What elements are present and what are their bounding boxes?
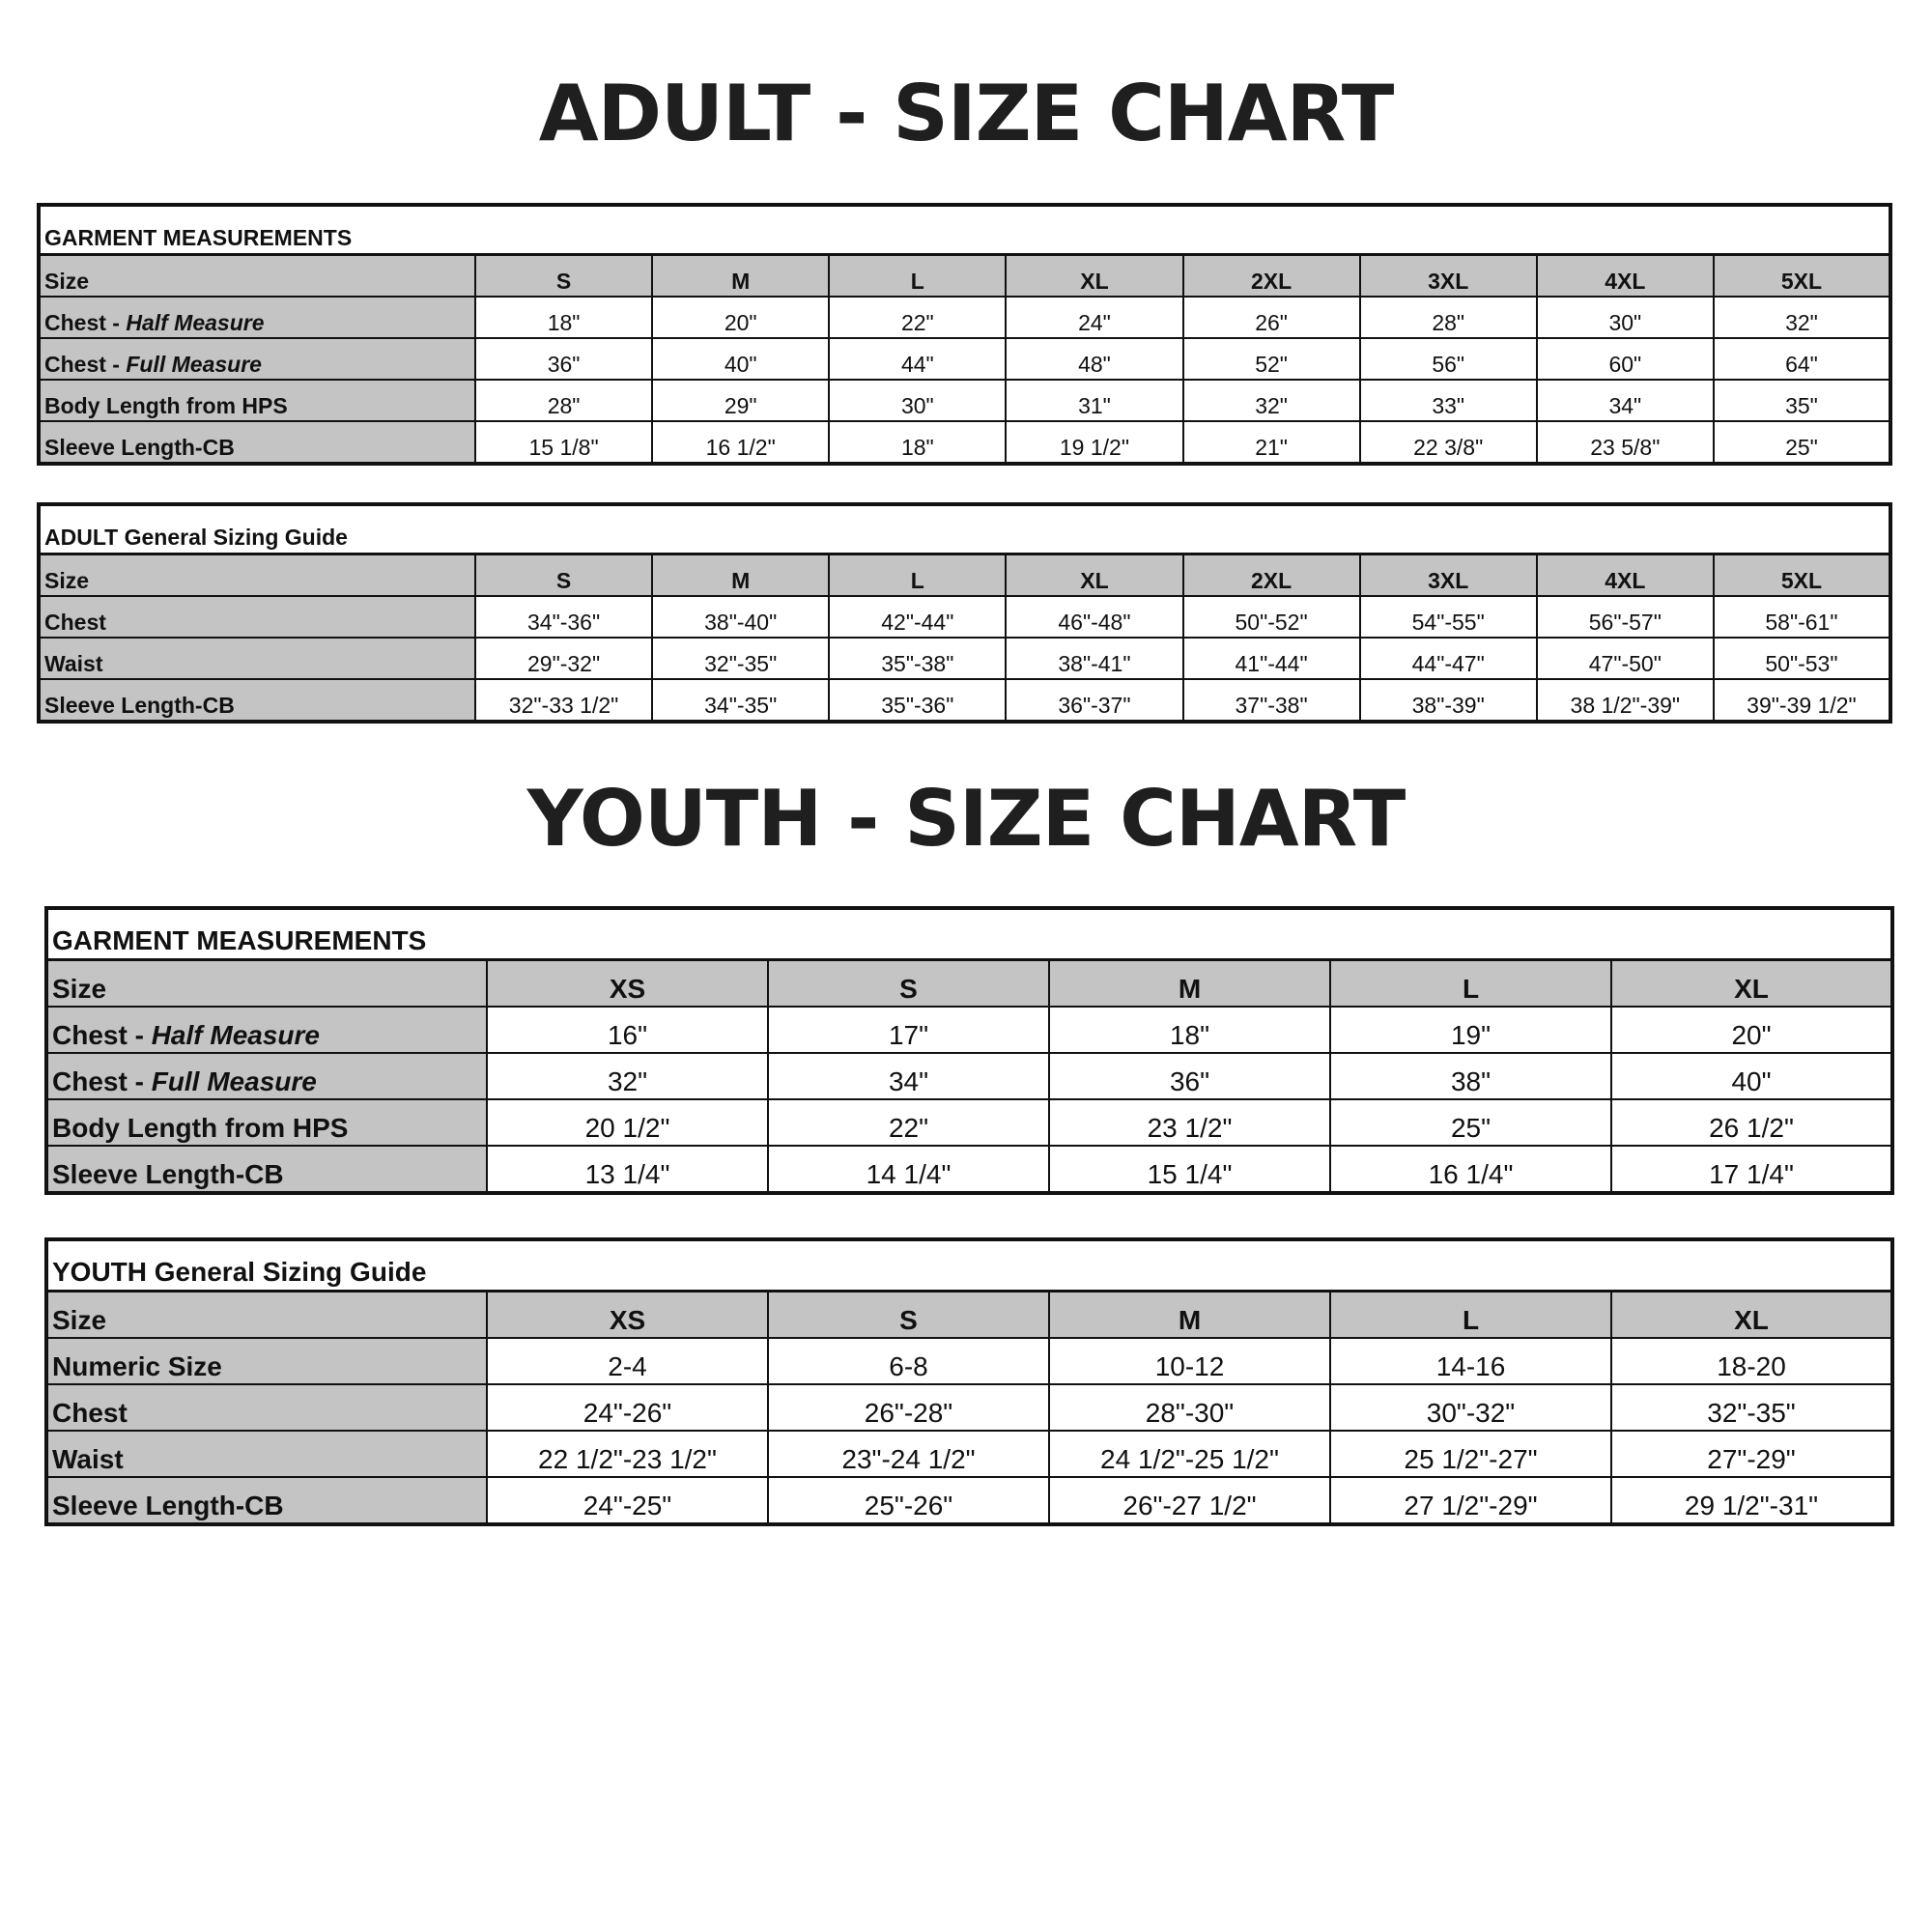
table-cell: 26 1/2"	[1611, 1099, 1892, 1146]
table-row	[39, 596, 1890, 638]
row-label	[46, 1384, 487, 1431]
size-header-4xl: 4XL	[1537, 255, 1714, 298]
row-label	[46, 1146, 487, 1193]
table-cell: 37"-38"	[1183, 679, 1360, 722]
size-header-xs: XS	[487, 960, 768, 1008]
row-label-emphasis: Full Measure	[126, 352, 262, 377]
table-cell: 25 1/2"-27"	[1330, 1431, 1611, 1477]
table-cell: 28"	[475, 380, 652, 421]
row-label-text: Sleeve Length-CB	[52, 1491, 284, 1520]
table-cell: 20"	[1611, 1007, 1892, 1053]
table-cell: 29"-32"	[475, 638, 652, 679]
table-cell: 2-4	[487, 1338, 768, 1384]
table-cell: 30"	[829, 380, 1006, 421]
table-caption-row	[46, 908, 1892, 960]
table-cell: 48"	[1006, 338, 1182, 380]
table-cell: 32"	[487, 1053, 768, 1099]
table-cell: 52"	[1183, 338, 1360, 380]
table-cell: 16 1/4"	[1330, 1146, 1611, 1193]
table-cell: 29"	[652, 380, 829, 421]
adult-garment-measurements-table	[37, 203, 1892, 466]
row-label	[46, 1053, 487, 1099]
table-cell: 18"	[1049, 1007, 1330, 1053]
row-label-text: Chest	[52, 1398, 128, 1428]
table-cell: 22 3/8"	[1360, 421, 1537, 464]
table-row	[46, 1053, 1892, 1099]
row-label	[39, 679, 475, 722]
table-cell: 25"	[1330, 1099, 1611, 1146]
table-caption: GARMENT MEASUREMENTS	[39, 205, 1890, 255]
row-label	[39, 380, 475, 421]
table-cell: 23"-24 1/2"	[768, 1431, 1049, 1477]
size-header-3xl: 3XL	[1360, 554, 1537, 597]
row-label	[39, 421, 475, 464]
table-cell: 30"-32"	[1330, 1384, 1611, 1431]
table-row	[46, 1099, 1892, 1146]
table-cell: 64"	[1714, 338, 1890, 380]
youth-garment-measurements-table	[44, 906, 1894, 1195]
table-cell: 36"	[1049, 1053, 1330, 1099]
table-row	[39, 638, 1890, 679]
table-cell: 35"-38"	[829, 638, 1006, 679]
table-cell: 20"	[652, 297, 829, 338]
size-header-5xl: 5XL	[1714, 554, 1890, 597]
size-header-3xl: 3XL	[1360, 255, 1537, 298]
size-header-s: S	[768, 960, 1049, 1008]
table-cell: 42"-44"	[829, 596, 1006, 638]
table-row	[46, 1338, 1892, 1384]
table-cell: 44"-47"	[1360, 638, 1537, 679]
row-label	[46, 1477, 487, 1524]
size-header-l: L	[829, 255, 1006, 298]
table-cell: 60"	[1537, 338, 1714, 380]
table-cell: 26"-27 1/2"	[1049, 1477, 1330, 1524]
table-cell: 18"	[829, 421, 1006, 464]
table-cell: 22"	[829, 297, 1006, 338]
row-label	[39, 596, 475, 638]
table-row	[39, 421, 1890, 464]
row-label-text: Waist	[44, 651, 103, 676]
size-header-5xl: 5XL	[1714, 255, 1890, 298]
table-cell: 25"	[1714, 421, 1890, 464]
row-label	[46, 1431, 487, 1477]
table-cell: 14 1/4"	[768, 1146, 1049, 1193]
size-header-4xl: 4XL	[1537, 554, 1714, 597]
table-cell: 32"	[1183, 380, 1360, 421]
row-label	[39, 338, 475, 380]
table-cell: 50"-52"	[1183, 596, 1360, 638]
size-header-xl: XL	[1611, 1292, 1892, 1339]
size-header-row	[46, 1292, 1892, 1339]
table-cell: 24 1/2"-25 1/2"	[1049, 1431, 1330, 1477]
table-caption: YOUTH General Sizing Guide	[46, 1239, 1892, 1292]
size-header-l: L	[1330, 1292, 1611, 1339]
table-cell: 38"	[1330, 1053, 1611, 1099]
table-cell: 16 1/2"	[652, 421, 829, 464]
size-header-xs: XS	[487, 1292, 768, 1339]
size-header-label: Size	[46, 1292, 487, 1339]
row-label	[46, 1007, 487, 1053]
row-label-text: Chest -	[52, 1066, 152, 1096]
table-row	[46, 1146, 1892, 1193]
table-cell: 44"	[829, 338, 1006, 380]
size-header-2xl: 2XL	[1183, 255, 1360, 298]
adult-general-sizing-guide-table	[37, 502, 1892, 724]
table-row	[39, 679, 1890, 722]
table-cell: 40"	[1611, 1053, 1892, 1099]
table-cell: 32"-35"	[652, 638, 829, 679]
table-cell: 27 1/2"-29"	[1330, 1477, 1611, 1524]
table-cell: 39"-39 1/2"	[1714, 679, 1890, 722]
row-label-emphasis: Full Measure	[151, 1066, 317, 1096]
size-header-m: M	[652, 255, 829, 298]
row-label-text: Body Length from HPS	[44, 393, 288, 418]
table-cell: 20 1/2"	[487, 1099, 768, 1146]
row-label-emphasis: Half Measure	[151, 1020, 320, 1050]
table-caption: GARMENT MEASUREMENTS	[46, 908, 1892, 960]
table-cell: 22"	[768, 1099, 1049, 1146]
table-cell: 21"	[1183, 421, 1360, 464]
size-header-s: S	[475, 554, 652, 597]
row-label-text: Sleeve Length-CB	[44, 693, 235, 718]
size-header-row	[39, 255, 1890, 298]
table-caption-row	[39, 205, 1890, 255]
table-cell: 19 1/2"	[1006, 421, 1182, 464]
table-cell: 32"-33 1/2"	[475, 679, 652, 722]
row-label	[46, 1338, 487, 1384]
table-cell: 34"-36"	[475, 596, 652, 638]
size-header-l: L	[829, 554, 1006, 597]
table-cell: 6-8	[768, 1338, 1049, 1384]
row-label-text: Sleeve Length-CB	[52, 1159, 284, 1189]
row-label-text: Chest -	[52, 1020, 152, 1050]
size-header-s: S	[768, 1292, 1049, 1339]
table-cell: 26"	[1183, 297, 1360, 338]
size-header-label: Size	[39, 255, 475, 298]
table-cell: 54"-55"	[1360, 596, 1537, 638]
size-header-s: S	[475, 255, 652, 298]
row-label-emphasis: Half Measure	[126, 310, 265, 335]
table-cell: 22 1/2"-23 1/2"	[487, 1431, 768, 1477]
table-cell: 36"	[475, 338, 652, 380]
table-cell: 23 1/2"	[1049, 1099, 1330, 1146]
table-row	[39, 297, 1890, 338]
table-cell: 28"-30"	[1049, 1384, 1330, 1431]
table-cell: 24"	[1006, 297, 1182, 338]
size-header-m: M	[1049, 1292, 1330, 1339]
table-cell: 18"	[475, 297, 652, 338]
row-label-text: Numeric Size	[52, 1351, 222, 1381]
table-cell: 19"	[1330, 1007, 1611, 1053]
table-cell: 13 1/4"	[487, 1146, 768, 1193]
row-label	[46, 1099, 487, 1146]
table-cell: 50"-53"	[1714, 638, 1890, 679]
size-header-label: Size	[39, 554, 475, 597]
table-cell: 41"-44"	[1183, 638, 1360, 679]
table-row	[46, 1384, 1892, 1431]
table-cell: 28"	[1360, 297, 1537, 338]
table-cell: 58"-61"	[1714, 596, 1890, 638]
table-cell: 27"-29"	[1611, 1431, 1892, 1477]
row-label-text: Chest	[44, 610, 106, 635]
size-header-xl: XL	[1006, 554, 1182, 597]
table-cell: 17 1/4"	[1611, 1146, 1892, 1193]
table-cell: 47"-50"	[1537, 638, 1714, 679]
table-cell: 36"-37"	[1006, 679, 1182, 722]
size-header-row	[39, 554, 1890, 597]
table-cell: 29 1/2"-31"	[1611, 1477, 1892, 1524]
table-cell: 32"	[1714, 297, 1890, 338]
table-cell: 16"	[487, 1007, 768, 1053]
row-label-text: Waist	[52, 1444, 124, 1474]
size-header-xl: XL	[1611, 960, 1892, 1008]
table-cell: 33"	[1360, 380, 1537, 421]
table-cell: 23 5/8"	[1537, 421, 1714, 464]
table-cell: 25"-26"	[768, 1477, 1049, 1524]
table-cell: 38"-41"	[1006, 638, 1182, 679]
size-header-m: M	[652, 554, 829, 597]
table-cell: 34"-35"	[652, 679, 829, 722]
table-cell: 35"-36"	[829, 679, 1006, 722]
table-cell: 38 1/2"-39"	[1537, 679, 1714, 722]
youth-general-sizing-guide-table	[44, 1237, 1894, 1526]
row-label	[39, 297, 475, 338]
size-header-label: Size	[46, 960, 487, 1008]
table-cell: 17"	[768, 1007, 1049, 1053]
table-cell: 46"-48"	[1006, 596, 1182, 638]
table-cell: 15 1/8"	[475, 421, 652, 464]
table-row	[46, 1431, 1892, 1477]
table-caption-row	[46, 1239, 1892, 1292]
size-header-2xl: 2XL	[1183, 554, 1360, 597]
table-cell: 15 1/4"	[1049, 1146, 1330, 1193]
table-caption-row	[39, 504, 1890, 554]
table-cell: 38"-40"	[652, 596, 829, 638]
table-cell: 32"-35"	[1611, 1384, 1892, 1431]
table-row	[39, 338, 1890, 380]
table-row	[46, 1477, 1892, 1524]
row-label	[39, 638, 475, 679]
table-cell: 24"-26"	[487, 1384, 768, 1431]
table-cell: 31"	[1006, 380, 1182, 421]
table-row	[46, 1007, 1892, 1053]
table-cell: 14-16	[1330, 1338, 1611, 1384]
adult-size-chart-title: ADULT - SIZE CHART	[538, 69, 1394, 158]
row-label-text: Body Length from HPS	[52, 1113, 349, 1143]
table-cell: 18-20	[1611, 1338, 1892, 1384]
table-cell: 30"	[1537, 297, 1714, 338]
table-row	[39, 380, 1890, 421]
table-cell: 38"-39"	[1360, 679, 1537, 722]
row-label-text: Chest -	[44, 352, 127, 377]
table-cell: 35"	[1714, 380, 1890, 421]
size-header-row	[46, 960, 1892, 1008]
table-cell: 56"	[1360, 338, 1537, 380]
size-header-m: M	[1049, 960, 1330, 1008]
table-cell: 10-12	[1049, 1338, 1330, 1384]
row-label-text: Chest -	[44, 310, 127, 335]
table-cell: 34"	[768, 1053, 1049, 1099]
table-cell: 26"-28"	[768, 1384, 1049, 1431]
table-cell: 24"-25"	[487, 1477, 768, 1524]
size-header-l: L	[1330, 960, 1611, 1008]
youth-size-chart-title: YOUTH - SIZE CHART	[526, 774, 1406, 864]
size-header-xl: XL	[1006, 255, 1182, 298]
table-cell: 34"	[1537, 380, 1714, 421]
table-cell: 40"	[652, 338, 829, 380]
table-cell: 56"-57"	[1537, 596, 1714, 638]
table-caption: ADULT General Sizing Guide	[39, 504, 1890, 554]
row-label-text: Sleeve Length-CB	[44, 435, 235, 460]
